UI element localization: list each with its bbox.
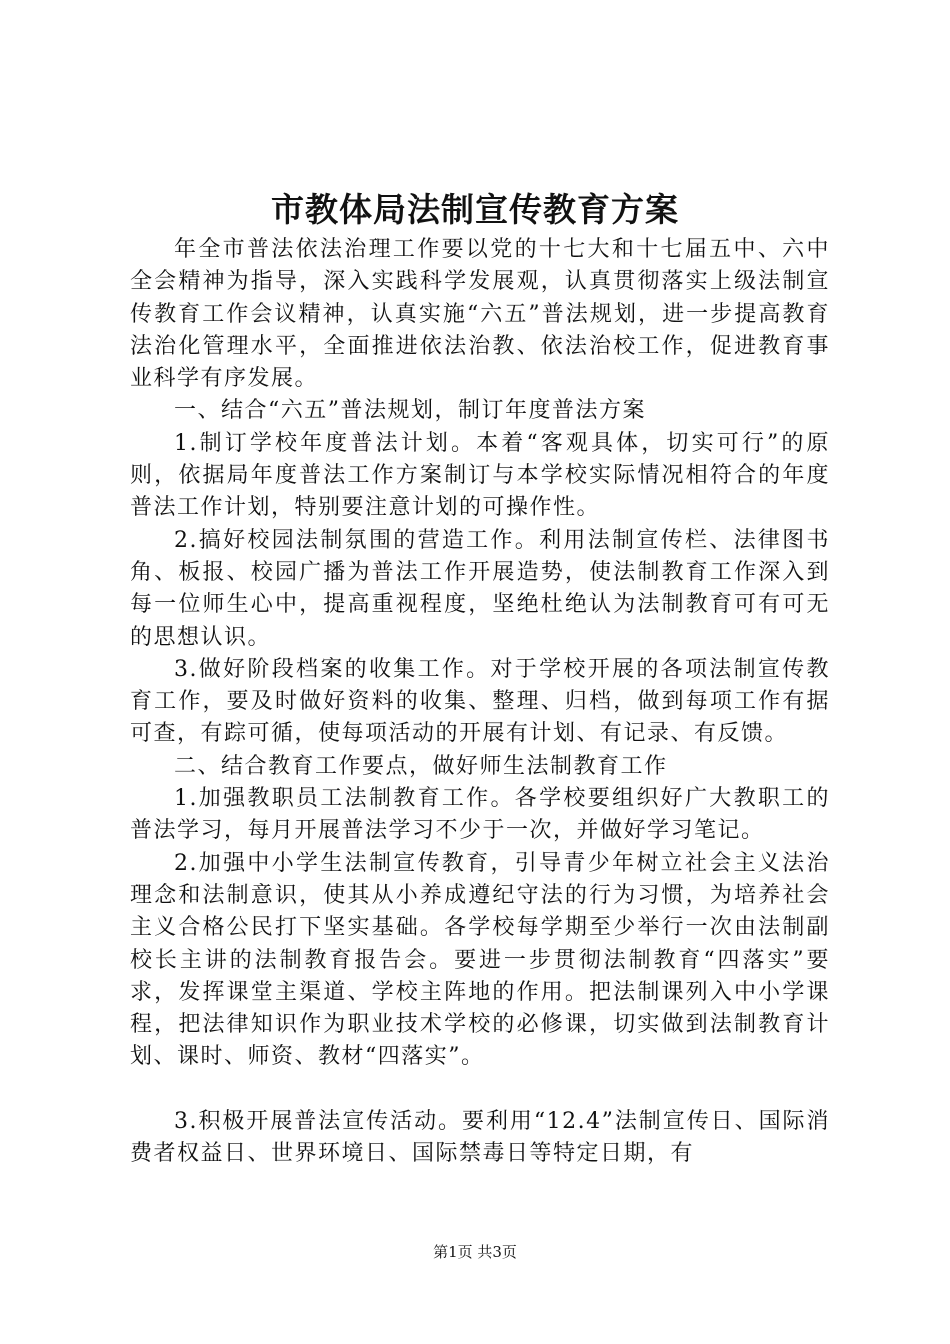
paragraph-1-3: 3.做好阶段档案的收集工作。对于学校开展的各项法制宣传教育工作，要及时做好资料的收集、整理、归档，做到每项工作有据可查，有踪可循，使每项活动的开展有计划、有记录、有反馈。 xyxy=(130,656,830,747)
page-number-footer: 第1页 共3页 xyxy=(433,1243,517,1261)
section-heading-1: 一、结合“六五”普法规划，制订年度普法方案 xyxy=(174,398,646,424)
section-heading-2: 二、结合教育工作要点，做好师生法制教育工作 xyxy=(174,753,668,779)
document-title: 市教体局法制宣传教育方案 xyxy=(271,190,679,229)
paragraph-1-2: 2.搞好校园法制氛围的营造工作。利用法制宣传栏、法律图书角、板报、校园广播为普法工作开展造势，使法制教育工作深入到每一位师生心中，提高重视程度，坚绝杜绝认为法制教育可有可无的思想认识。 xyxy=(130,527,830,650)
intro-paragraph: 年全市普法依法治理工作要以党的十七大和十七届五中、六中全会精神为指导，深入实践科学发展观，认真贯彻落实上级法制宣传教育工作会议精神，认真实施“六五”普法规划，进一步提高教育法治化管理水平，全面推进依法治教、依法治校工作，促进教育事业科学有序发展。 xyxy=(130,237,830,392)
document-body xyxy=(130,234,830,1170)
paragraph-2-3: 3.积极开展普法宣传活动。要利用“12.4”法制宣传日、国际消费者权益日、世界环境日、国际禁毒日等特定日期，有 xyxy=(130,1108,830,1167)
paragraph-2-1: 1.加强教职员工法制教育工作。各学校要组织好广大教职工的普法学习，每月开展普法学习不少于一次，并做好学习笔记。 xyxy=(130,786,830,844)
paragraph-1-1: 1.制订学校年度普法计划。本着“客观具体，切实可行”的原则，依据局年度普法工作方案制订与本学校实际情况相符合的年度普法工作计划，特别要注意计划的可操作性。 xyxy=(130,430,830,521)
paragraph-2-2: 2.加强中小学生法制宣传教育，引导青少年树立社会主义法治理念和法制意识，使其从小养成遵纪守法的行为习惯，为培养社会主义合格公民打下坚实基础。各学校每学期至少举行一次由法制副校长主讲的法制教育报告会。要进一步贯彻法制教育“四落实”要求，发挥课堂主渠道、学校主阵地的作用。把法制课列入中小学课程，把法律知识作为职业技术学校的必修课，切实做到法制教育计划、课时、师资、教材“四落实”。 xyxy=(130,850,830,1070)
